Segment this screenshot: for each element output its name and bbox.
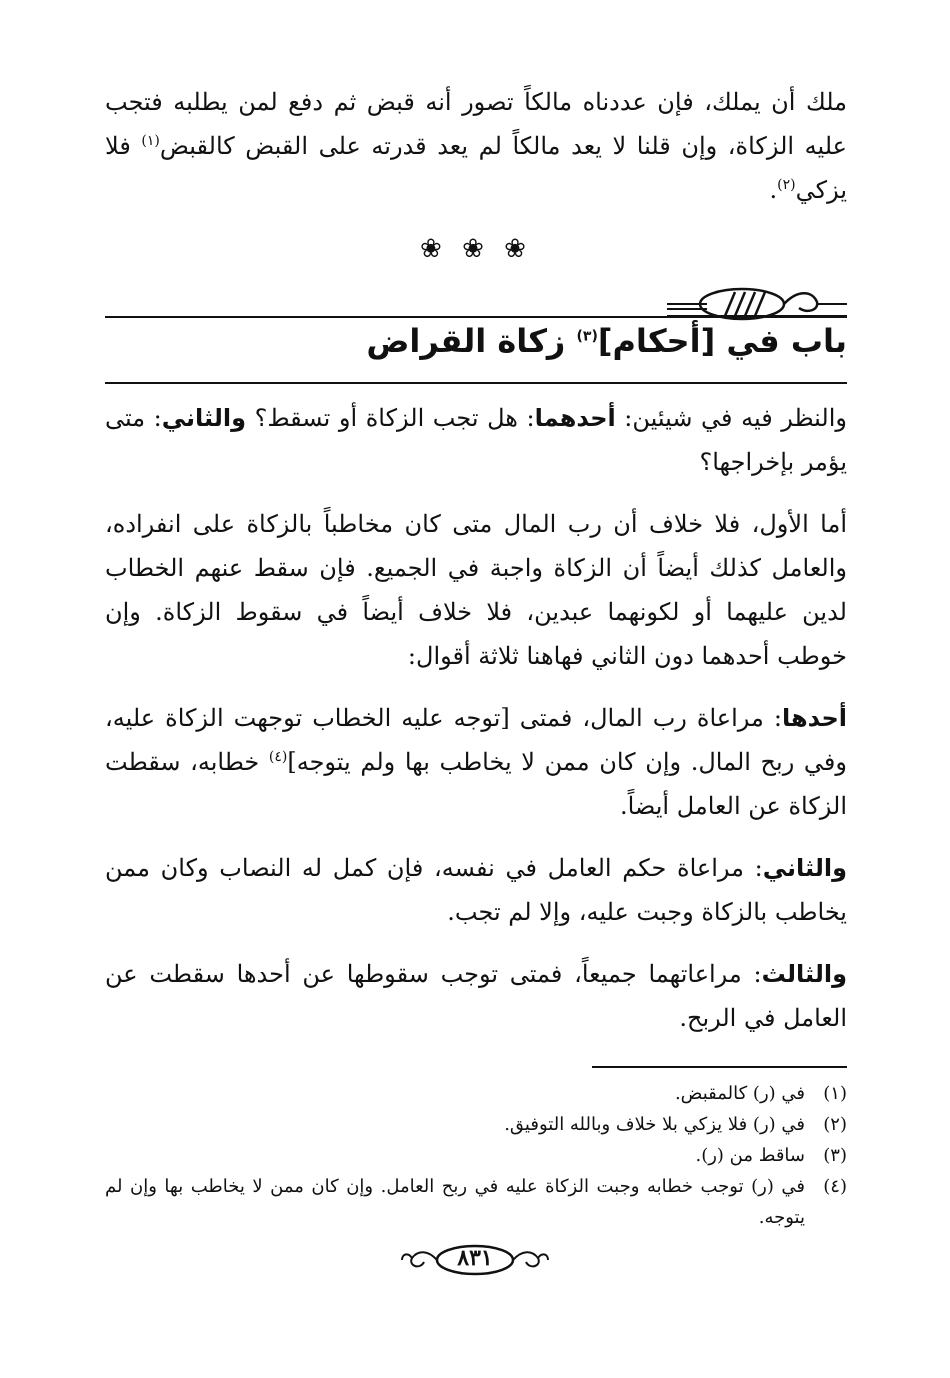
paragraph-1 xyxy=(105,396,847,484)
page-body xyxy=(105,80,847,1233)
p1-text-2: : هل تجب الزكاة أو تسقط؟ xyxy=(246,404,535,432)
page-number: ٨٣١ xyxy=(457,1245,493,1271)
p4-text: : مراعاة حكم العامل في نفسه، فإن كمل له النصاب وكان ممن يخاطب بالزكاة وجبت عليه، وإلا لم تجب. xyxy=(105,854,847,926)
footnotes xyxy=(105,1066,847,1233)
p3-text-2: خطابه، سقطت الزكاة عن العامل أيضاً. xyxy=(105,748,847,820)
footnote-number: (٤) xyxy=(823,1176,847,1197)
footnote-item xyxy=(105,1109,847,1140)
chapter-heading-block xyxy=(105,282,847,382)
footnote-item xyxy=(105,1171,847,1233)
paragraph-5 xyxy=(105,952,847,1040)
paragraph-4 xyxy=(105,846,847,934)
heading-rule-top xyxy=(105,316,847,318)
intro-text: ملك أن يملك، فإن عددناه مالكاً تصور أنه قبض ثم دفع لمن يطلبه فتجب عليه الزكاة، وإن قلنا لا يعد مالكاً لم يعد قدرته على القبض كالقبض xyxy=(105,88,848,160)
footnote-item xyxy=(105,1078,847,1109)
p4-bold: والثاني xyxy=(762,854,847,882)
p1-bold-second: والثاني xyxy=(161,404,247,432)
footnote-number: (٢) xyxy=(823,1114,847,1135)
footnote-ref-2[interactable]: (٢) xyxy=(777,177,796,193)
footnote-text: في (ر) كالمقبض. xyxy=(674,1083,805,1104)
intro-text-2: فلا يزكي xyxy=(105,132,847,204)
p1-bold-first: أحدهما xyxy=(534,404,616,432)
paragraph-3 xyxy=(105,696,847,828)
footnote-text: في (ر) فلا يزكي بلا خلاف وبالله التوفيق. xyxy=(504,1114,805,1135)
p1-text: والنظر فيه في شيئين: xyxy=(615,404,847,432)
p3-bold: أحدها xyxy=(781,704,847,732)
footnote-number: (٣) xyxy=(823,1145,847,1166)
footnote-ref-4[interactable]: (٤) xyxy=(268,749,288,765)
chapter-title-text: باب في [أحكام] xyxy=(597,322,847,360)
chapter-title-text-2: زكاة القراض xyxy=(366,322,577,360)
page-number-area xyxy=(0,1240,950,1284)
footnote-text: ساقط من (ر). xyxy=(695,1145,805,1166)
section-separator: ❀ ❀ ❀ xyxy=(420,234,532,264)
footnote-text: في (ر) توجب خطابه وجبت الزكاة عليه في ربح العامل. وإن كان ممن لا يخاطب بها وإن لم يتوجه. xyxy=(105,1176,805,1228)
p1-text-3: : متى يؤمر بإخراجها؟ xyxy=(105,404,847,476)
p5-bold: والثالث xyxy=(761,960,847,988)
heading-rule-bottom xyxy=(105,382,847,384)
footnote-item xyxy=(105,1140,847,1171)
p5-text: : مراعاتهما جميعاً، فمتى توجب سقوطها عن أحدها سقطت عن العامل في الربح. xyxy=(105,960,847,1032)
paragraph-2: أما الأول، فلا خلاف أن رب المال متى كان مخاطباً بالزكاة على انفراده، والعامل كذلك أيضاً أن الزكاة واجبة في الجميع. فإن سقط عنهم الخطاب لدين عليهما أو لكونهما عبدين، فلا خلاف أيضاً في سقوط الزكاة. وإن خوطب أحدهما دون الثاني فهاهنا ثلاثة أقوال: xyxy=(105,510,847,670)
page-number-ornament xyxy=(400,1240,550,1280)
intro-text-end: . xyxy=(769,176,778,204)
chapter-title xyxy=(366,322,847,360)
footnote-ref-3[interactable]: (٣) xyxy=(576,328,598,345)
footnote-number: (١) xyxy=(823,1083,847,1104)
footnote-ref-1[interactable]: (١) xyxy=(141,133,160,149)
intro-paragraph xyxy=(105,80,847,212)
p3-text: : مراعاة رب المال، فمتى [توجه عليه الخطاب توجهت الزكاة عليه، وفي ربح المال. وإن كان ممن لا يخاطب بها ولم يتوجه] xyxy=(105,704,847,776)
footnote-rule xyxy=(592,1066,847,1068)
